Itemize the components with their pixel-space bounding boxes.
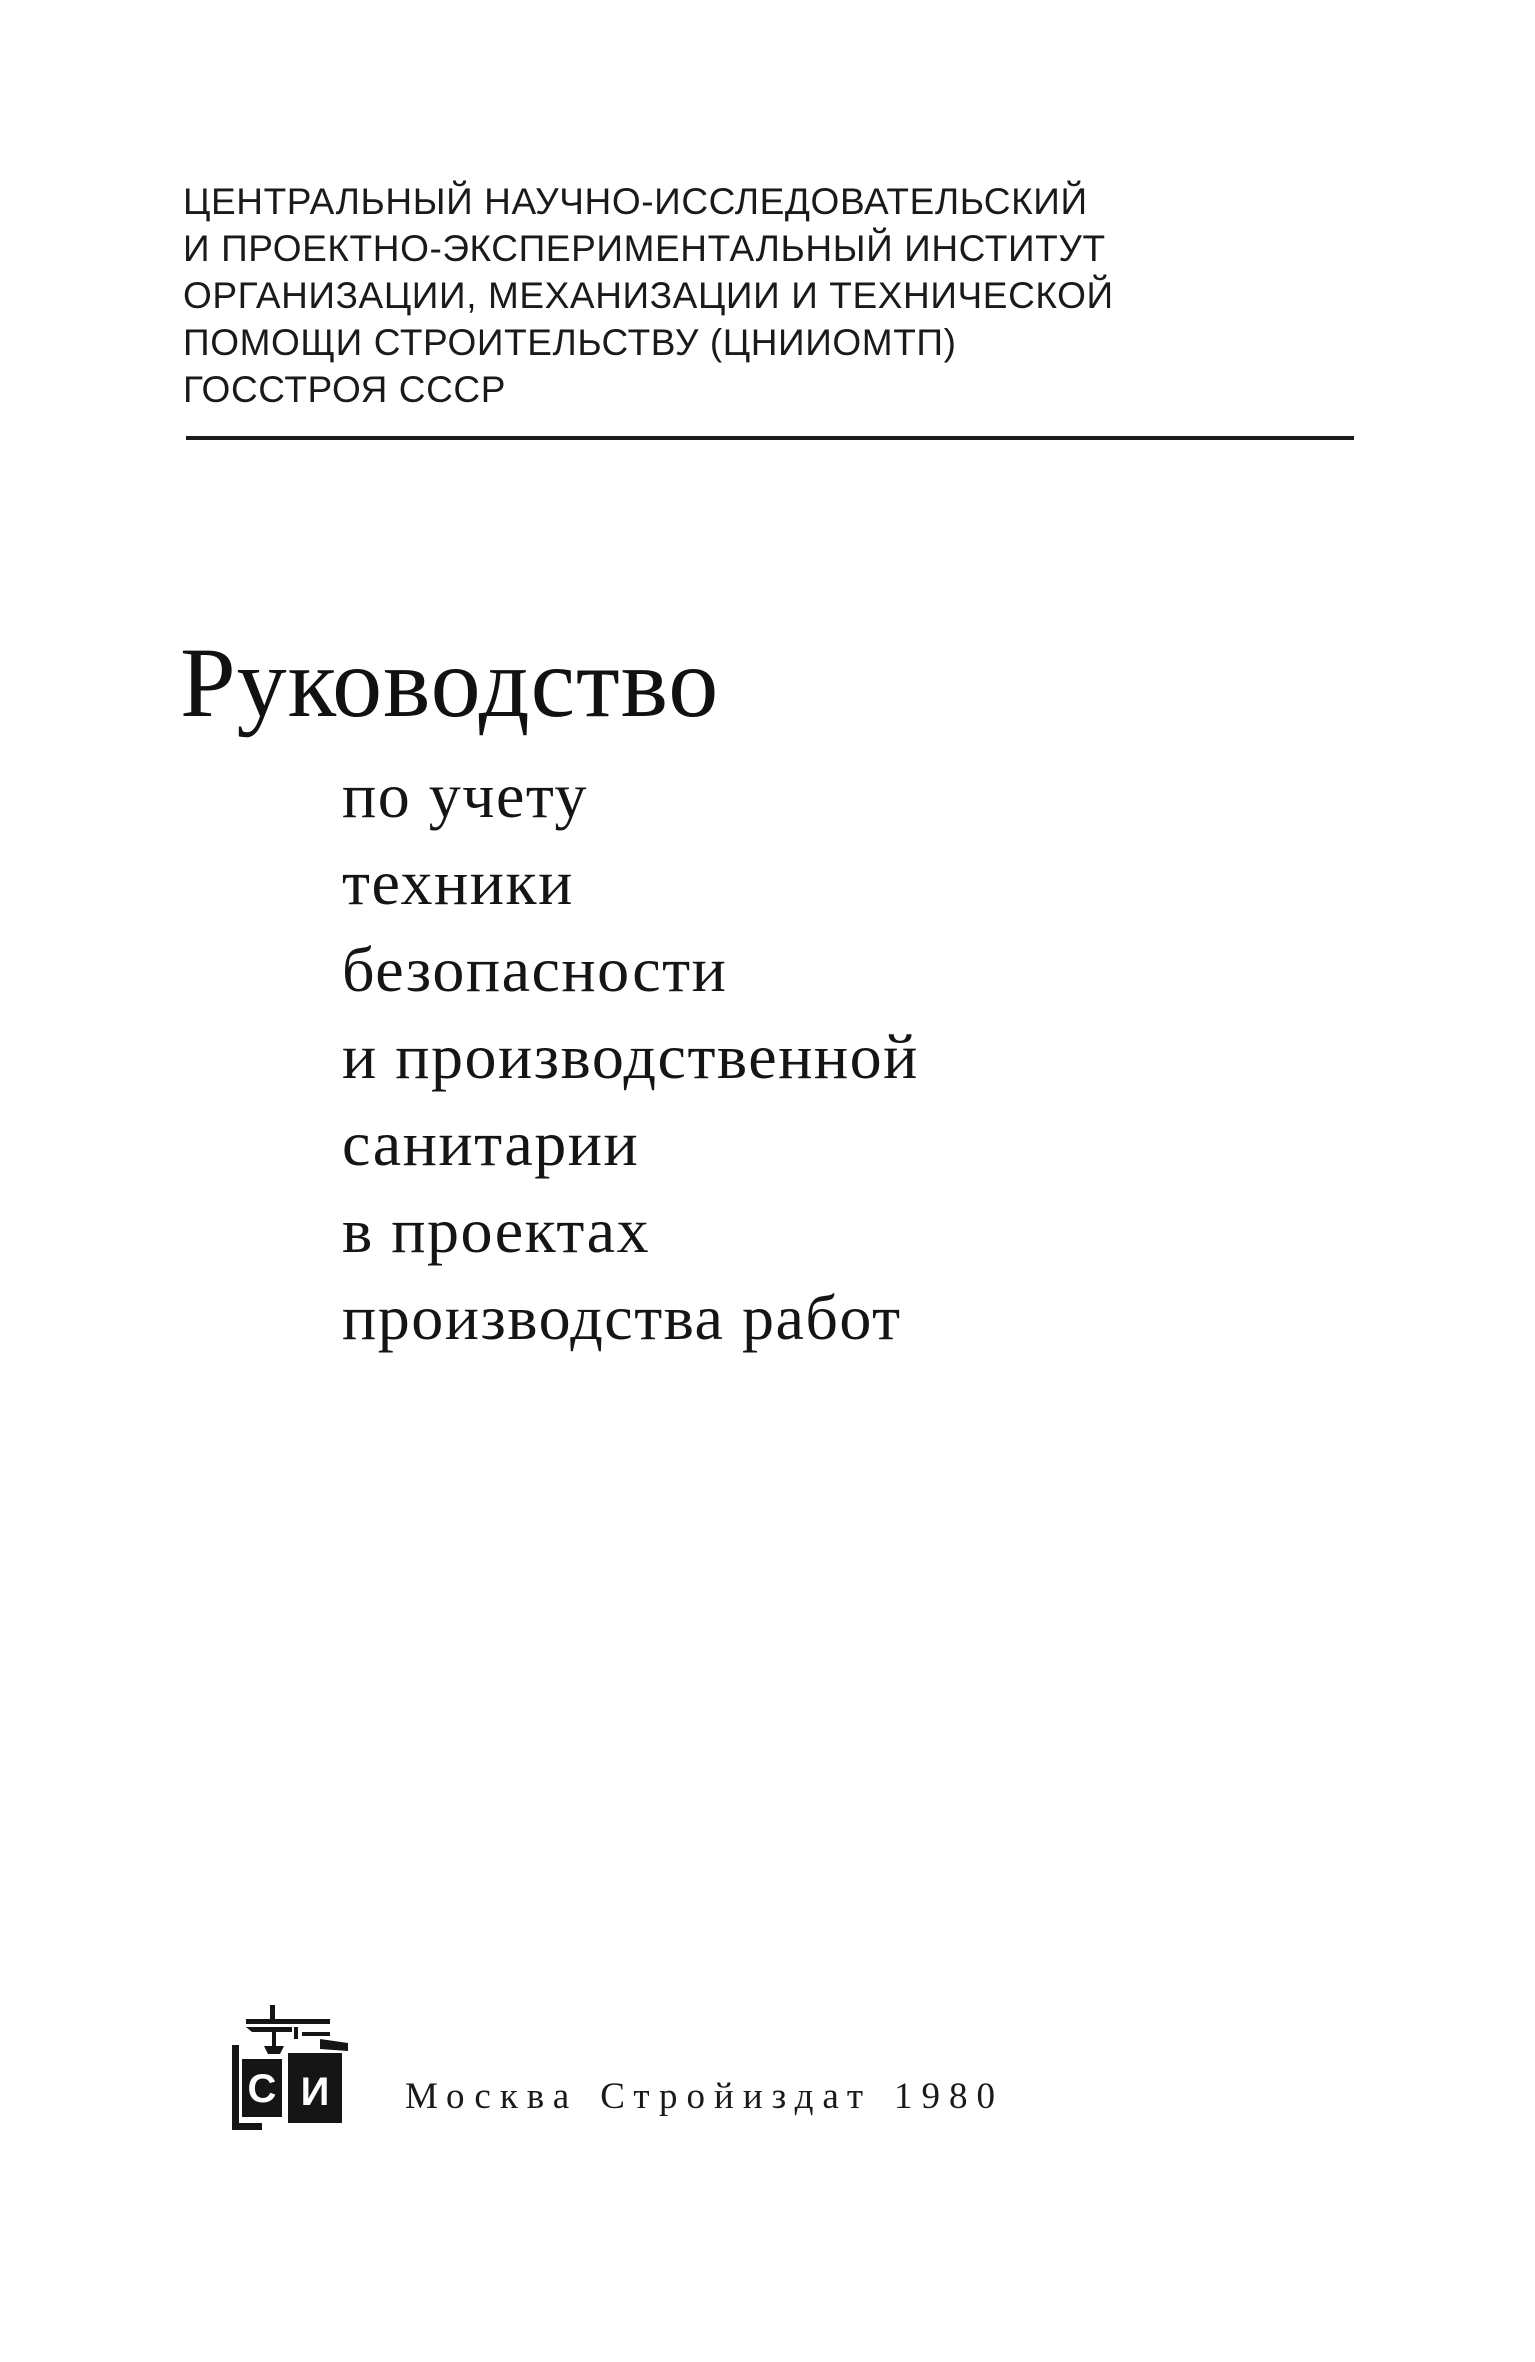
publisher-logo-si-icon xyxy=(232,2005,350,2133)
book-title: Руководство xyxy=(180,627,720,738)
imprint-city: Москва xyxy=(405,2076,579,2117)
institute-line-4: ПОМОЩИ СТРОИТЕЛЬСТВУ (ЦНИИОМТП) xyxy=(183,322,957,363)
subtitle-line-6: в проектах xyxy=(342,1195,651,1266)
book-subtitle xyxy=(342,752,919,1361)
publisher-imprint xyxy=(405,2072,1004,2122)
subtitle-line-1: по учету xyxy=(342,760,588,831)
header-divider xyxy=(186,436,1354,440)
institute-line-3: ОРГАНИЗАЦИИ, МЕХАНИЗАЦИИ И ТЕХНИЧЕСКОЙ xyxy=(183,275,1114,316)
subtitle-line-5: санитарии xyxy=(342,1108,640,1179)
institute-line-1: ЦЕНТРАЛЬНЫЙ НАУЧНО-ИССЛЕДОВАТЕЛЬСКИЙ xyxy=(183,181,1088,222)
svg-text:СИ: С И xyxy=(247,2067,330,2114)
institute-name xyxy=(183,178,1363,413)
subtitle-line-4: и производственной xyxy=(342,1021,919,1092)
subtitle-line-7: производства работ xyxy=(342,1282,902,1353)
subtitle-line-3: безопасности xyxy=(342,934,728,1005)
institute-line-5: ГОССТРОЯ СССР xyxy=(183,369,507,410)
institute-line-2: И ПРОЕКТНО-ЭКСПЕРИМЕНТАЛЬНЫЙ ИНСТИТУТ xyxy=(183,228,1106,269)
imprint-year: 1980 xyxy=(894,2076,1005,2117)
imprint-publisher: Стройиздат xyxy=(600,2076,873,2117)
subtitle-line-2: техники xyxy=(342,847,574,918)
